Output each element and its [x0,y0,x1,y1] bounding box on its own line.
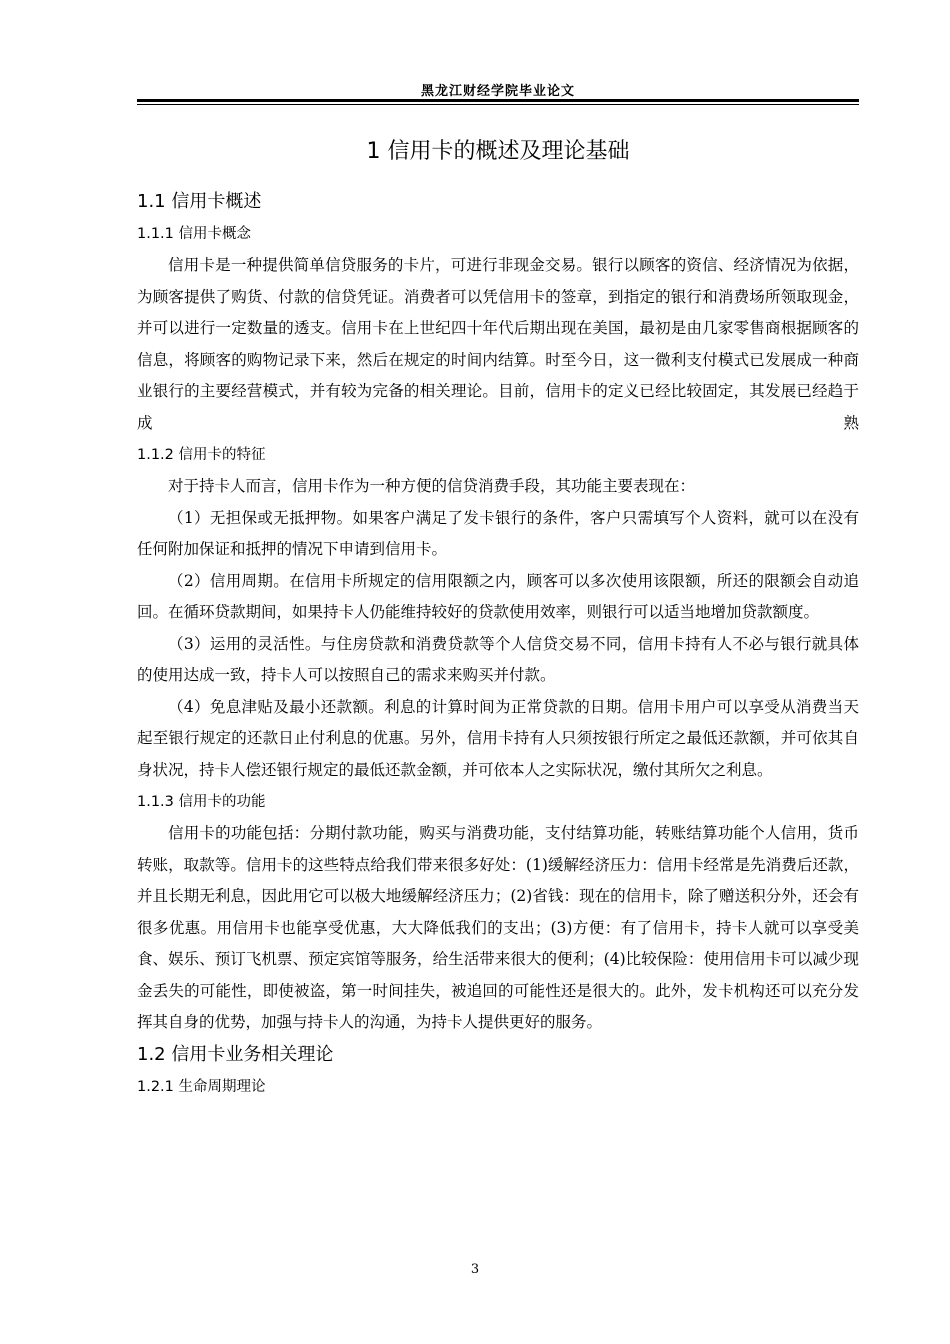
paragraph-concept: 信用卡是一种提供简单信贷服务的卡片，可进行非现金交易。银行以顾客的资信、经济情况为依据，为顾客提供了购货、付款的信贷凭证。消费者可以凭信用卡的签章，到指定的银行和消费场所领取现金，并可以进行一定数量的透支。信用卡在上世纪四十年代后期出现在美国，最初是由几家零售商根据顾客的信息，将顾客的购物记录下来，然后在规定的时间内结算。时至今日，这一微利支付模式已发展成一种商业银行的主要经营模式，并有较为完备的相关理论。目前，信用卡的定义已经比较固定，其发展已经趋于成熟 [137,256,859,432]
subsection-heading-1-1-2: 1.1.2 信用卡的特征 [137,447,266,463]
subsection-heading-1-1-3: 1.1.3 信用卡的功能 [137,794,266,810]
header-rule-thick [137,99,859,102]
header-rule-thin [137,104,859,105]
running-header: 黑龙江财经学院毕业论文 [420,84,575,99]
paragraph-feature-2: （2）信用周期。在信用卡所规定的信用限额之内，顾客可以多次使用该限额，所还的限额会自动追回。在循环贷款期间，如果持卡人仍能维持较好的贷款使用效率，则银行可以适当地增加贷款额度。 [137,571,859,621]
chapter-title: 1 信用卡的概述及理论基础 [366,139,630,164]
subsection-heading-1-2-1: 1.2.1 生命周期理论 [137,1078,266,1095]
subsection-heading-1-1-1: 1.1.1 信用卡概念 [137,226,252,242]
paragraph-features-intro: 对于持卡人而言，信用卡作为一种方便的信贷消费手段，其功能主要表现在： [168,477,696,495]
body-content [137,132,859,1103]
page-number: 3 [470,1262,480,1277]
section-heading-1-1: 1.1 信用卡概述 [137,191,262,212]
paragraph-feature-3: （3）运用的灵活性。与住房贷款和消费贷款等个人信贷交易不同，信用卡持有人不必与银行就具体的使用达成一致，持卡人可以按照自己的需求来购买并付款。 [137,634,859,684]
paragraph-feature-4: （4）免息津贴及最小还款额。利息的计算时间为正常贷款的日期。信用卡用户可以享受从消费当天起至银行规定的还款日止付利息的优惠。另外，信用卡持有人只须按银行所定之最低还款额，并可依其自身状况，持卡人偿还银行规定的最低还款金额，并可依本人之实际状况，缴付其所欠之利息。 [137,697,859,779]
paragraph-functions: 信用卡的功能包括：分期付款功能，购买与消费功能，支付结算功能，转账结算功能个人信用，货币转账，取款等。信用卡的这些特点给我们带来很多好处：(1)缓解经济压力：信用卡经常是先消费后还款，并且长期无利息，因此用它可以极大地缓解经济压力；(2)省钱：现在的信用卡，除了赠送积分外，还会有很多优惠。用信用卡也能享受优惠，大大降低我们的支出；(3)方便：有了信用卡，持卡人就可以享受美食、娱乐、预订飞机票、预定宾馆等服务，给生活带来很大的便利；(4)比较保险：使用信用卡可以减少现金丢失的可能性，即使被盗，第一时间挂失，被追回的可能性还是很大的。此外，发卡机构还可以充分发挥其自身的优势，加强与持卡人的沟通，为持卡人提供更好的服务。 [137,824,859,1031]
section-heading-1-2: 1.2 信用卡业务相关理论 [137,1043,334,1065]
paragraph-feature-1: （1）无担保或无抵押物。如果客户满足了发卡银行的条件，客户只需填写个人资料，就可以在没有任何附加保证和抵押的情况下申请到信用卡。 [137,508,859,558]
